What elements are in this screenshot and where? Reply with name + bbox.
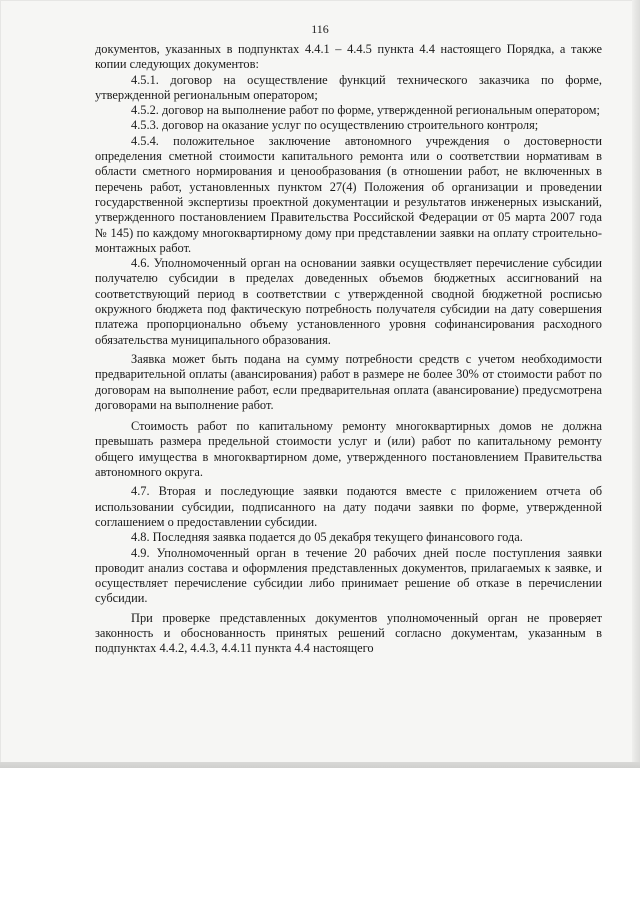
document-body [95, 42, 602, 657]
paragraph: 4.9. Уполномоченный орган в течение 20 рабочих дней после поступления заявки проводит анализ состава и оформления представленных документов, прилагаемых к заявке, и осуществляет перечисление субсидии либо принимает решение об отказе в перечислении субсидии. [95, 545, 602, 606]
paragraph: 4.8. Последняя заявка подается до 05 декабря текущего финансового года. [131, 530, 523, 545]
page-number: 116 [311, 22, 329, 36]
scan-edge-shadow [632, 0, 640, 768]
paragraph: Стоимость работ по капитальному ремонту многоквартирных домов не должна превышать размера предельной стоимости услуг и (или) работ по капитальному ремонту общего имущества в многоквартирном доме, утвержденного постановлением Правительства автономного округа. [95, 419, 602, 480]
paragraph: 4.6. Уполномоченный орган на основании заявки осуществляет перечисление субсидии получателю субсидии в пределах доведенных объемов бюджетных ассигнований на соответствующий период в соответствии с утвержденной сводной бюджетной росписью окружного бюджета под фактическую потребность получателя субсидии на дату совершения платежа пропорционально объему установленного уровня софинансирования расходного обязательства муниципального образования. [95, 256, 602, 347]
paragraph: 4.5.1. договор на осуществление функций технического заказчика по форме, утвержденной региональным оператором; [95, 72, 602, 102]
paragraph: При проверке представленных документов уполномоченный орган не проверяет законность и обоснованность принятых решений согласно документам, указанным в подпунктах 4.4.2, 4.4.3, 4.4.11 пункта 4.4 настоящего [95, 610, 602, 656]
paragraph: 4.5.2. договор на выполнение работ по форме, утвержденной региональным оператором; [131, 103, 600, 118]
paragraph: документов, указанных в подпунктах 4.4.1 – 4.4.5 пункта 4.4 настоящего Порядка, а также копии следующих документов: [95, 42, 602, 72]
paragraph: 4.5.3. договор на оказание услуг по осуществлению строительного контроля; [131, 118, 539, 133]
paragraph: 4.7. Вторая и последующие заявки подаются вместе с приложением отчета об использовании субсидии, подписанного на дату подачи заявки по форме, утвержденной соглашением о предоставлении субсидии. [95, 484, 602, 529]
paragraph: 4.5.4. положительное заключение автономного учреждения о достоверности определения сметной стоимости капитального ремонта или о соответствии нормативам в области сметного нормирования и ценообразования (в отношении работ, не включенных в перечень работ, установленных пунктом 27(4) Положения об организации и проведении государственной экспертизы проектной документации и результатов инженерных изысканий, утвержденного постановлением Правительства Российской Федерации от 05 марта 2007 года № 145) по каждому многоквартирному дому при представлении заявки на оплату строительно-монтажных работ. [95, 133, 602, 255]
paragraph: Заявка может быть подана на сумму потребности средств с учетом необходимости предварительной оплаты (авансирования) работ в размере не более 30% от стоимости работ по договорам на выполнение работ, если предварительная оплата (авансирование) предусмотрена договорами на выполнение работ. [95, 351, 602, 412]
scan-bottom-edge [0, 762, 640, 768]
